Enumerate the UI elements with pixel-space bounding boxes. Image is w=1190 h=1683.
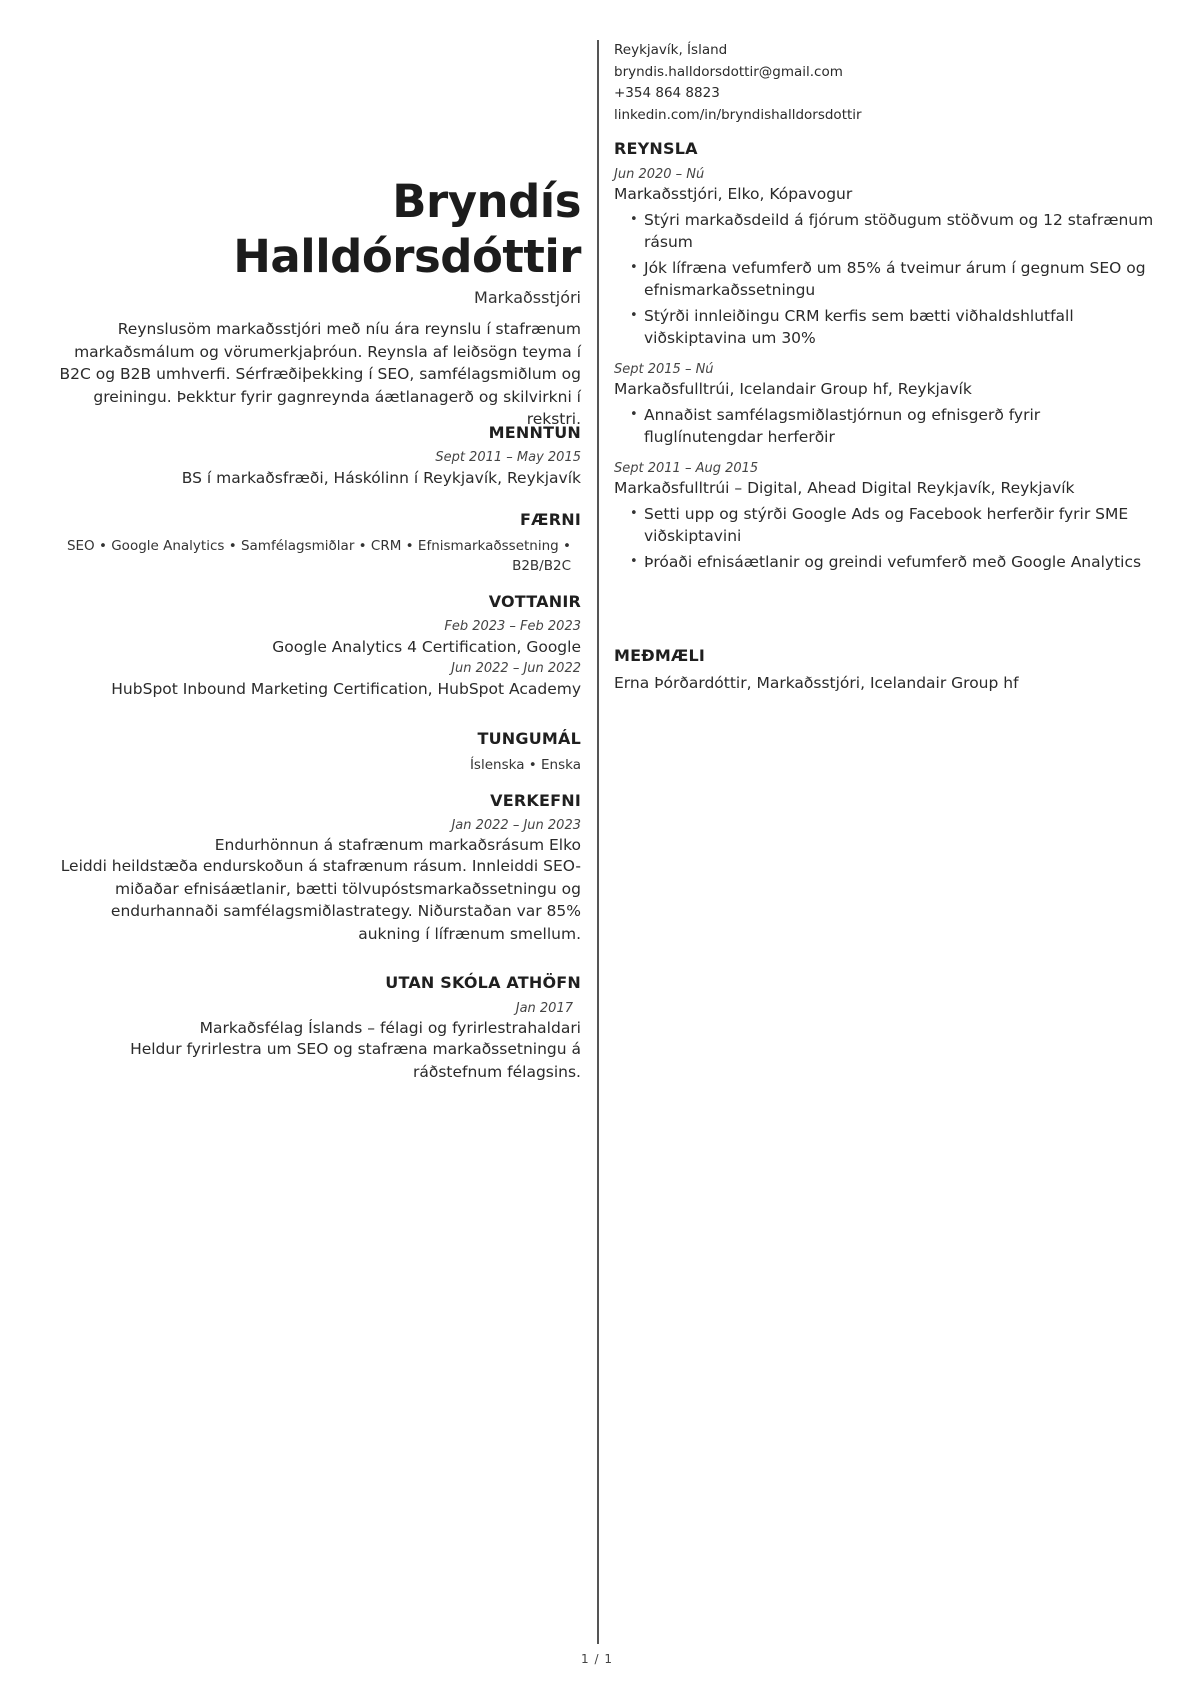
certification-entry: Google Analytics 4 Certification, Google [272, 638, 581, 656]
linkedin-link[interactable]: linkedin.com/in/bryndishalldorsdottir [614, 106, 862, 123]
languages-list: Íslenska • Enska [469, 757, 581, 773]
bullet-icon: • [630, 407, 638, 422]
extracurricular-title: UTAN SKÓLA ATHÖFN [385, 973, 581, 992]
bullet-icon: • [630, 308, 638, 323]
job-item [614, 461, 1154, 573]
reference-entry: Erna Þórðardóttir, Markaðsstjóri, Icelandair Group hf [614, 674, 1019, 692]
email-link[interactable]: bryndis.halldorsdottir@gmail.com [614, 63, 843, 80]
job-item [614, 167, 1154, 349]
bullet-text: Annaðist samfélagsmiðlastjórnun og efnisgerð fyrir fluglínutengdar herferðir [644, 406, 1041, 446]
certification-date: Feb 2023 – Feb 2023 [444, 619, 581, 634]
education-entry: BS í markaðsfræði, Háskólinn í Reykjavík, Reykjavík [181, 469, 581, 487]
skills-title: FÆRNI [520, 510, 581, 529]
profile-summary: Reynslusöm markaðsstjóri með níu ára reynslu í stafrænum markaðsmálum og vörumerkjaþróun. Reynsla af leiðsögn teyma í B2C og B2B umhverfi. Sérfræðiþekking í SEO, samfélagsmiðlum og greiningu. Þekktur fyrir gagnreynda áætlanagerð og skilvirkni í rekstri. [59, 320, 581, 428]
bullet-item [630, 209, 1154, 253]
job-title: Markaðsstjóri, Elko, Kópavogur [614, 185, 853, 203]
bullet-text: Stýrði innleiðingu CRM kerfis sem bætti viðhaldshlutfall viðskiptavina um 30% [644, 307, 1074, 347]
education-title: MENNTUN [488, 423, 581, 442]
bullet-text: Stýri markaðsdeild á fjórum stöðugum stöðvum og 12 stafrænum rásum [644, 211, 1154, 251]
experience-title: REYNSLA [614, 139, 698, 158]
candidate-name [233, 174, 581, 284]
skills-list: SEO • Google Analytics • Samfélagsmiðlar • CRM • Efnismarkaðssetning • B2B/B2C [66, 538, 571, 574]
bullet-text: Þróaði efnisáætlanir og greindi vefumferð með Google Analytics [644, 553, 1142, 571]
education-date: Sept 2011 – May 2015 [435, 450, 581, 465]
certification-date: Jun 2022 – Jun 2022 [451, 661, 581, 676]
projects-section [46, 791, 581, 945]
experience-section [614, 139, 1154, 577]
bullet-text: Setti upp og stýrði Google Ads og Facebook herferðir fyrir SME viðskiptavini [644, 505, 1129, 545]
extracurricular-section [46, 973, 581, 1083]
last-name: Halldórsdóttir [233, 230, 581, 283]
bullet-icon: • [630, 554, 638, 569]
project-description: Leiddi heildstæða endurskoðun á stafrænum rásum. Innleiddi SEO-miðaðar efnisáætlanir, bætti tölvupóstsmarkaðssetningu og endurhannaði samfélagsmiðlastrategy. Niðurstaðan var 85% aukning í lífrænum smellum. [60, 857, 581, 943]
bullet-icon: • [630, 212, 638, 227]
certification-entry: HubSpot Inbound Marketing Certification, HubSpot Academy [111, 680, 581, 698]
project-name: Endurhönnun á stafrænum markaðsrásum Elko [214, 836, 581, 854]
extracurricular-date: Jan 2017 [515, 1001, 573, 1016]
languages-title: TUNGUMÁL [477, 729, 581, 748]
languages-section [46, 729, 581, 775]
bullet-item [630, 305, 1154, 349]
bullet-item [630, 551, 1154, 573]
bullet-item [630, 503, 1154, 547]
job-bullets [614, 209, 1154, 349]
bullet-item [630, 257, 1154, 301]
certifications-title: VOTTANIR [488, 592, 581, 611]
certifications-section [46, 592, 581, 698]
job-date: Sept 2015 – Nú [614, 362, 714, 377]
education-section [46, 423, 581, 487]
column-divider [597, 40, 599, 1644]
references-title: MEÐMÆLI [614, 646, 706, 665]
job-bullets [614, 503, 1154, 573]
job-date: Jun 2020 – Nú [614, 167, 705, 182]
first-name: Bryndís [392, 175, 581, 228]
page-number: 1 / 1 [581, 1652, 613, 1666]
job-date: Sept 2011 – Aug 2015 [614, 461, 759, 476]
contact-block [614, 40, 862, 126]
extracurricular-entry: Markaðsfélag Íslands – félagi og fyrirlestrahaldari [199, 1019, 581, 1037]
bullet-icon: • [630, 506, 638, 521]
bullet-item [630, 404, 1154, 448]
projects-title: VERKEFNI [490, 791, 581, 810]
job-role: Markaðsstjóri [474, 288, 581, 307]
job-title: Markaðsfulltrúi, Icelandair Group hf, Reykjavík [614, 380, 972, 398]
bullet-icon: • [630, 260, 638, 275]
job-item [614, 362, 1154, 448]
extracurricular-description: Heldur fyrirlestra um SEO og stafræna markaðssetningu á ráðstefnum félagsins. [130, 1040, 581, 1081]
references-section [614, 646, 1154, 692]
bullet-text: Jók lífræna vefumferð um 85% á tveimur árum í gegnum SEO og efnismarkaðssetningu [644, 259, 1146, 299]
project-date: Jan 2022 – Jun 2023 [451, 818, 581, 833]
skills-section [46, 510, 581, 576]
job-bullets [614, 404, 1154, 448]
location: Reykjavík, Ísland [614, 42, 728, 58]
phone-number: +354 864 8823 [614, 85, 720, 101]
job-title: Markaðsfulltrúi – Digital, Ahead Digital Reykjavík, Reykjavík [614, 479, 1075, 497]
